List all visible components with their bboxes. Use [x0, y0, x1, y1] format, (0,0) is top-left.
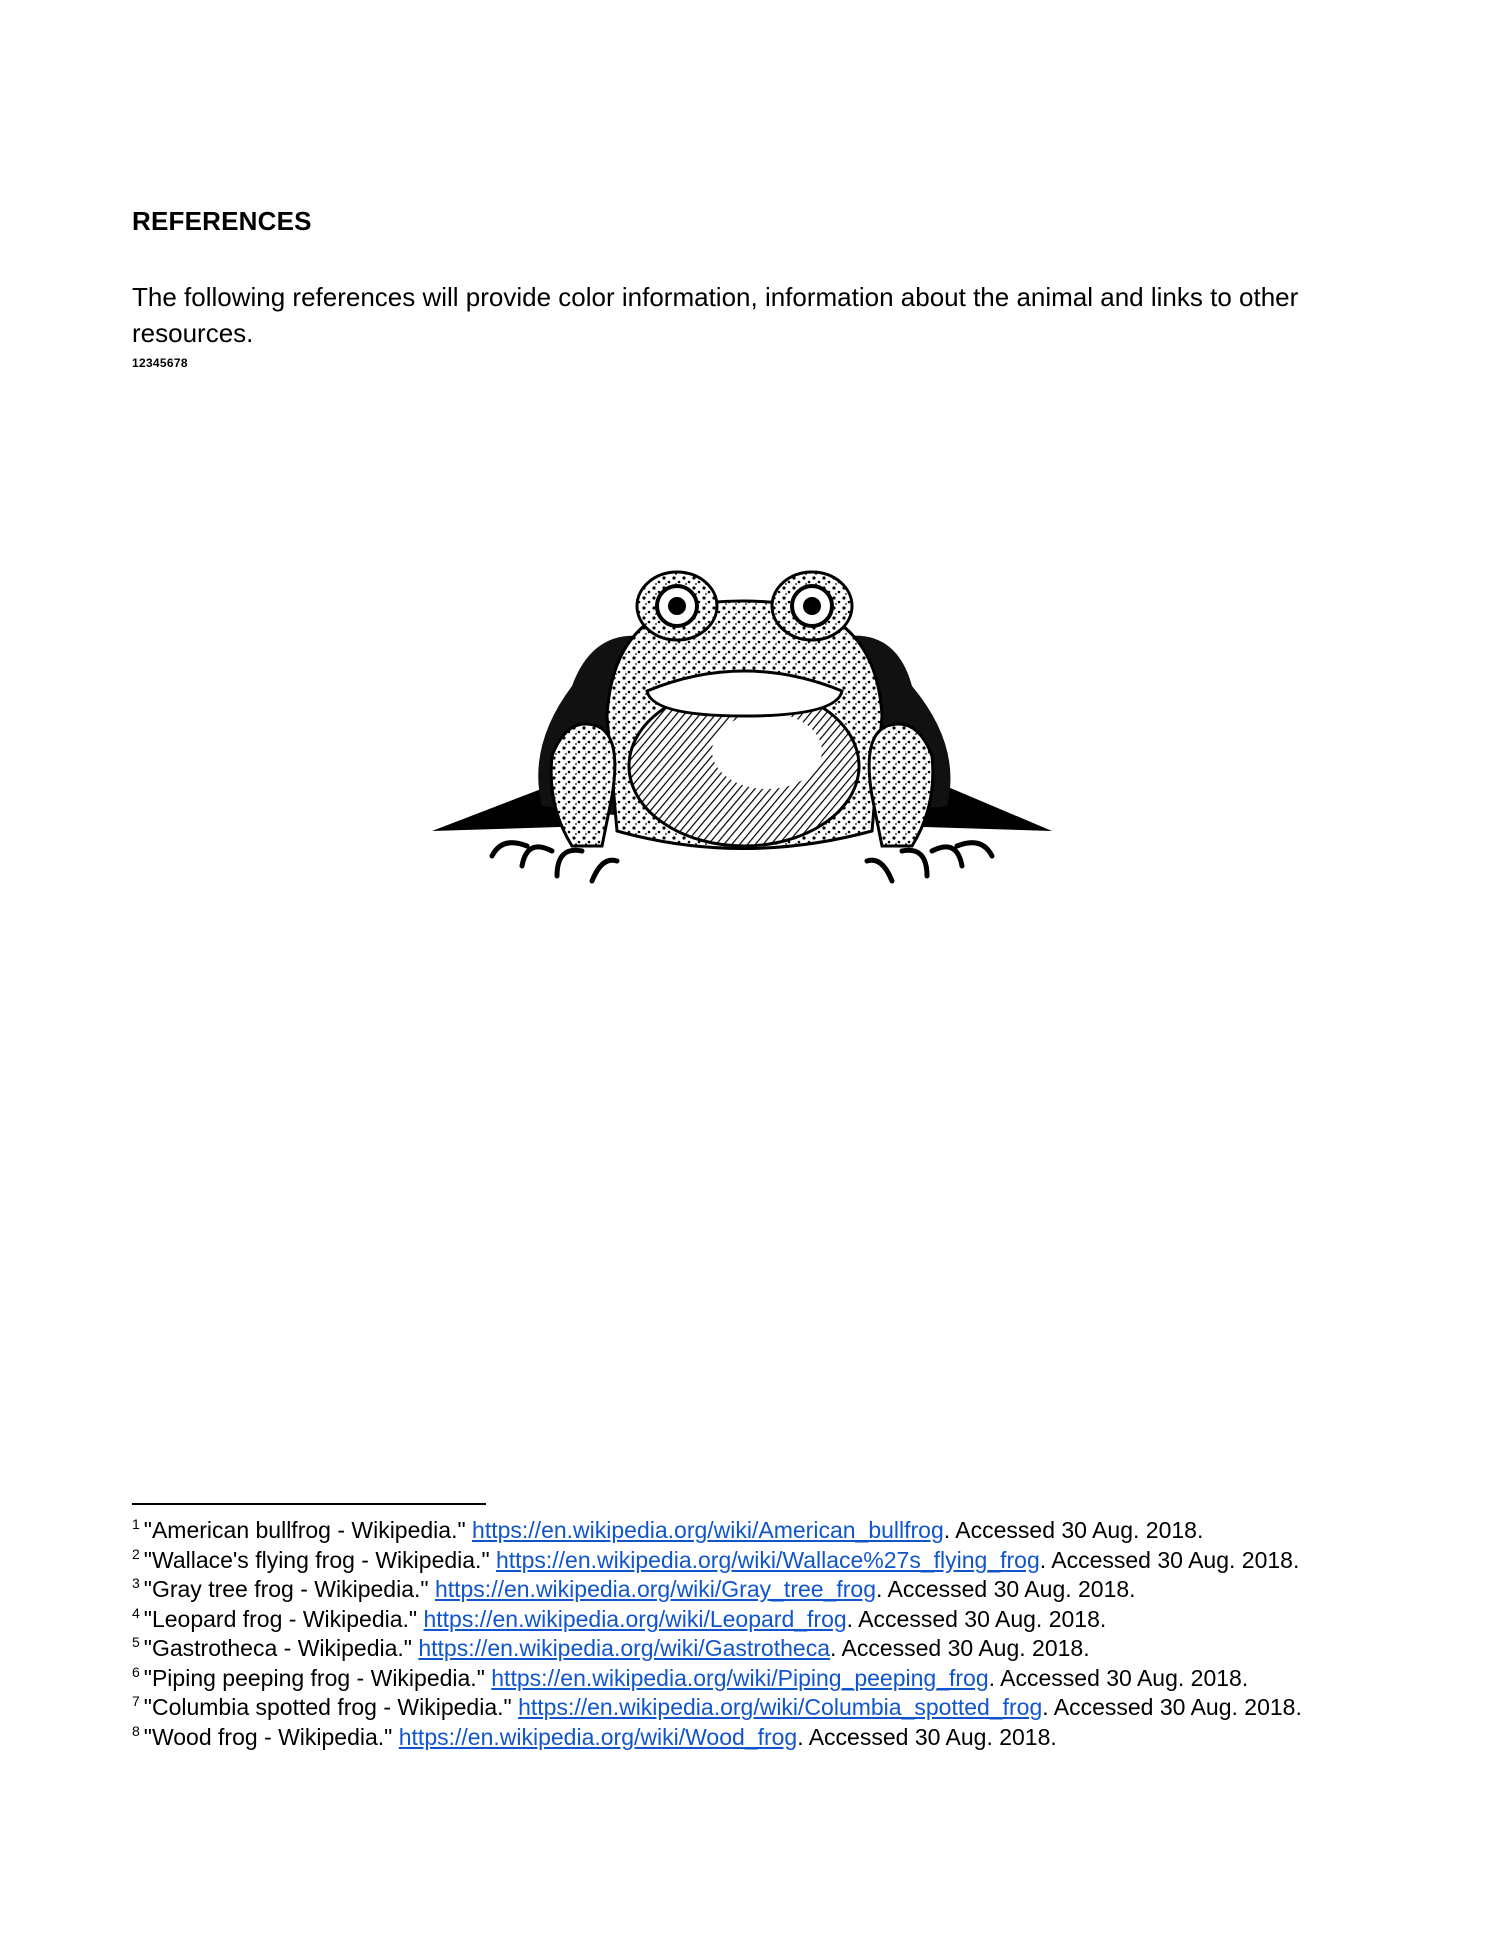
footnote-title: "Wood frog - Wikipedia." [143, 1723, 393, 1750]
footnote-link[interactable]: https://en.wikipedia.org/wiki/Wallace%27s_flying_frog [496, 1546, 1040, 1573]
footnote-number: 5 [132, 1634, 140, 1650]
footnote-accessed: . Accessed 30 Aug. 2018. [830, 1635, 1090, 1661]
footnote-accessed: . Accessed 30 Aug. 2018. [797, 1723, 1057, 1750]
footnote-reference-marks: 12345678 [132, 356, 188, 370]
footnote-title: "Gastrotheca - Wikipedia." [143, 1635, 412, 1661]
footnote-number: 4 [132, 1604, 140, 1621]
footnote-item [132, 1723, 1372, 1753]
footnote-number: 1 [132, 1516, 140, 1532]
footnote-item [132, 1546, 1372, 1576]
page-title: REFERENCES [132, 206, 312, 236]
footnote-item [132, 1634, 1372, 1664]
footnote-number: 8 [132, 1722, 140, 1739]
footnote-item [132, 1693, 1372, 1723]
intro-paragraph: The following references will provide color information, information about the animal and links to other resources. [132, 282, 1299, 348]
footnote-accessed: . Accessed 30 Aug. 2018. [846, 1605, 1107, 1632]
footnote-accessed: . Accessed 30 Aug. 2018. [943, 1517, 1204, 1543]
footnote-number: 7 [132, 1693, 140, 1709]
footnote-link[interactable]: https://en.wikipedia.org/wiki/Piping_peeping_frog [491, 1664, 989, 1691]
footnote-accessed: . Accessed 30 Aug. 2018. [1039, 1546, 1300, 1573]
footnote-link[interactable]: https://en.wikipedia.org/wiki/Leopard_frog [423, 1605, 847, 1632]
footnote-title: "Leopard frog - Wikipedia." [143, 1605, 418, 1632]
footnote-divider [132, 1503, 486, 1505]
footnote-accessed: . Accessed 30 Aug. 2018. [1042, 1694, 1302, 1720]
footnotes-list [132, 1516, 1372, 1752]
footnote-item [132, 1516, 1372, 1546]
footnote-title: "Columbia spotted frog - Wikipedia." [143, 1694, 512, 1720]
footnote-link[interactable]: https://en.wikipedia.org/wiki/Columbia_spotted_frog [518, 1694, 1043, 1720]
footnote-link[interactable]: https://en.wikipedia.org/wiki/Wood_frog [398, 1723, 798, 1750]
footnote-accessed: . Accessed 30 Aug. 2018. [988, 1664, 1249, 1691]
footnote-item [132, 1605, 1372, 1635]
footnote-link[interactable]: https://en.wikipedia.org/wiki/Gray_tree_frog [434, 1576, 876, 1602]
footnote-title: "Gray tree frog - Wikipedia." [143, 1576, 429, 1602]
footnote-title: "Wallace's flying frog - Wikipedia." [143, 1546, 490, 1573]
footnote-item [132, 1664, 1372, 1694]
footnote-number: 6 [132, 1663, 140, 1680]
footnote-item [132, 1575, 1372, 1605]
footnote-title: "Piping peeping frog - Wikipedia." [143, 1664, 485, 1691]
footnote-link[interactable]: https://en.wikipedia.org/wiki/Gastrotheca [418, 1635, 830, 1661]
footnote-title: "American bullfrog - Wikipedia." [143, 1517, 466, 1543]
footnote-link[interactable]: https://en.wikipedia.org/wiki/American_bullfrog [472, 1517, 944, 1543]
footnote-accessed: . Accessed 30 Aug. 2018. [875, 1576, 1136, 1602]
footnote-number: 3 [132, 1575, 140, 1591]
frog-illustration [432, 566, 1052, 896]
footnote-number: 2 [132, 1545, 140, 1562]
